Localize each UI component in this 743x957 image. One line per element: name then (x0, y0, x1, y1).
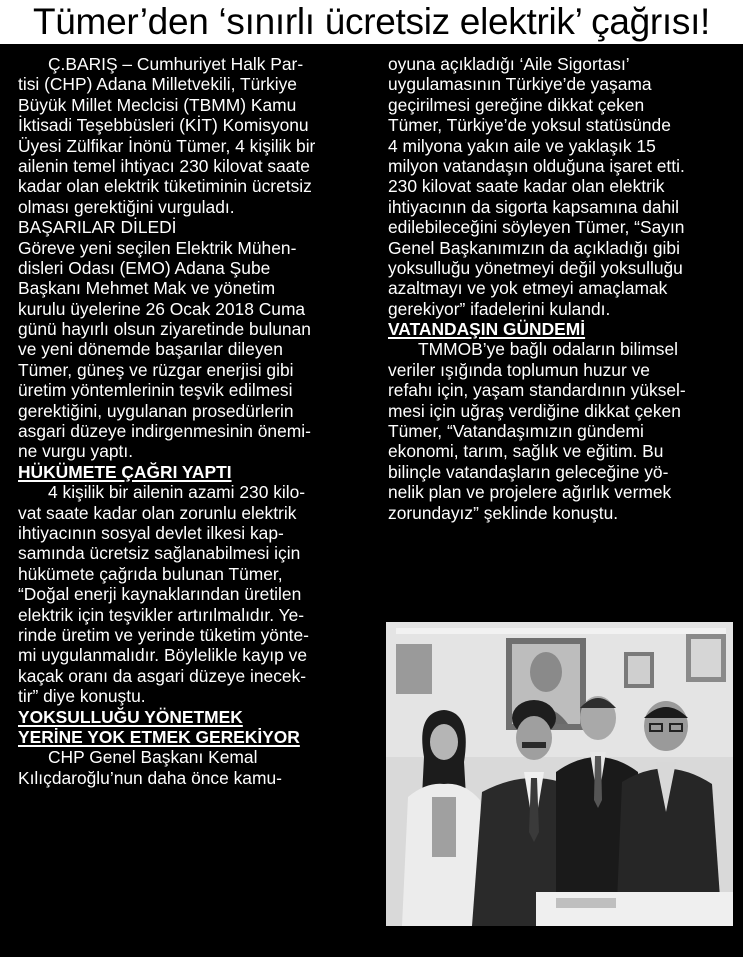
text-line: CHP Genel Başkanı Kemal (48, 747, 258, 768)
paragraph-chp-leader (18, 747, 368, 788)
text-line: disleri Odası (EMO) Adana Şube (18, 257, 271, 278)
paragraph-family-insurance (388, 54, 733, 319)
text-line: ne vurgu yaptı. (18, 441, 134, 462)
text-line: samında ücretsiz sağlanabilmesi için (18, 543, 301, 564)
text-line: zorundayız” şeklinde konuştu. (388, 502, 619, 523)
text-line: azaltmayı ve yok etmeyi amaçlamak (388, 278, 668, 299)
text-line: Kılıçdaroğlu’nun daha önce kamu- (18, 767, 282, 788)
text-line: Göreve yeni seçilen Elektrik Mühen- (18, 237, 297, 258)
text-line: İktisadi Teşebbüsleri (KİT) Komisyonu (18, 115, 309, 136)
text-line: kadar olan elektrik tüketiminin ücretsiz (18, 176, 312, 197)
subheading-hukumete-cagri: HÜKÜMETE ÇAĞRI YAPTI (18, 461, 232, 482)
paragraph-government-call (18, 482, 368, 706)
text-line: uygulamasının Türkiye’de yaşama (388, 74, 652, 95)
paragraph-emo-visit (18, 238, 368, 462)
article-column-left (18, 54, 368, 788)
text-line: Tümer, “Vatandaşımızın gündemi (388, 421, 644, 442)
text-line: elektrik için teşvikler artırılmalıdır. Ye- (18, 604, 305, 625)
subheading-yoksullugu-2: YERİNE YOK ETMEK GEREKİYOR (18, 726, 300, 747)
text-line: bilinçle vatandaşların geleceğine yö- (388, 461, 669, 482)
text-line: geçirilmesi gereğine dikkat çeken (388, 94, 645, 115)
text-line: veriler ışığında toplumun huzur ve (388, 359, 650, 380)
news-photo (386, 622, 733, 926)
text-line: asgari düzeye indirgenmesinin önemi- (18, 421, 311, 442)
text-line: kaçak oranı da asgari düzeye inecek- (18, 665, 307, 686)
text-line: Ç.BARIŞ – Cumhuriyet Halk Par- (48, 54, 304, 74)
article-column-right (388, 54, 733, 523)
text-line: mesi için uğraş verdiğine dikkat çeken (388, 400, 681, 421)
text-line: 4 milyona yakın aile ve yaklaşık 15 (388, 135, 656, 156)
text-line: günü hayırlı olsun ziyaretinde bulunan (18, 319, 311, 340)
text-line: ailenin temel ihtiyacı 230 kilovat saate (18, 155, 310, 176)
text-line: tir” diye konuştu. (18, 686, 146, 707)
text-line: üretim yöntemlerinin teşvik edilmesi (18, 380, 293, 401)
text-line: 230 kilovat saate kadar olan elektrik (388, 176, 665, 197)
text-line: Genel Başkanımızın da açıkladığı gibi (388, 237, 680, 258)
text-line: Üyesi Zülfikar İnönü Tümer, 4 kişilik bir (18, 135, 316, 156)
text-line: rinde üretim ve yerinde tüketim yönte- (18, 624, 309, 645)
subheading-vatandasin-gundemi: VATANDAŞIN GÜNDEMİ (388, 319, 586, 340)
text-line: kurulu üyelerine 26 Ocak 2018 Cuma (18, 298, 306, 319)
text-line: ve yeni dönemde başarılar dileyen (18, 339, 283, 360)
subheading-yoksullugu-1: YOKSULLUĞU YÖNETMEK (18, 706, 243, 727)
group-photo-illustration (386, 622, 733, 926)
text-line: TMMOB’ye bağlı odaların bilimsel (418, 339, 678, 360)
text-line: ihtiyacının da sigorta kapsamına dahil (388, 196, 679, 217)
text-line: yoksulluğu yönetmeyi değil yoksulluğu (388, 257, 683, 278)
subheading-basarilar-diledi: BAŞARILAR DİLEDİ (18, 217, 177, 238)
text-line: olması gerektiğini vurguladı. (18, 196, 235, 217)
text-line: gerekiyor” ifadelerini kulandı. (388, 298, 611, 319)
paragraph-tmmob (388, 339, 733, 523)
text-line: edilebileceğini söyleyen Tümer, “Sayın (388, 217, 685, 238)
text-line: Büyük Millet Meclcisi (TBMM) Kamu (18, 94, 297, 115)
text-line: vat saate kadar olan zorunlu elektrik (18, 502, 297, 523)
text-line: nelik plan ve projelere ağırlık vermek (388, 482, 672, 503)
text-line: ekonomi, tarım, sağlık ve eğitim. Bu (388, 441, 664, 462)
text-line: “Doğal enerji kaynaklarından üretilen (18, 584, 302, 605)
text-line: tisi (CHP) Adana Milletvekili, Türkiye (18, 74, 297, 95)
text-line: gerektiğini, uygulanan prosedürlerin (18, 400, 294, 421)
text-line: milyon vatandaşın olduğuna işaret etti. (388, 155, 685, 176)
text-line: oyuna açıkladığı ‘Aile Sigortası’ (388, 54, 630, 74)
text-line: refahı için, yaşam standardının yüksel- (388, 380, 686, 401)
paragraph-intro (18, 54, 368, 217)
text-line: Başkanı Mehmet Mak ve yönetim (18, 278, 276, 299)
headline: Tümer’den ‘sınırlı ücretsiz elektrik’ çağrısı! (0, 0, 743, 44)
text-line: Tümer, Türkiye’de yoksul statüsünde (388, 115, 671, 136)
text-line: ihtiyacının sosyal devlet ilkesi kap- (18, 522, 284, 543)
text-line: 4 kişilik bir ailenin azami 230 kilo- (48, 482, 306, 503)
text-line: mi uygulanmalıdır. Böylelikle kayıp ve (18, 645, 308, 666)
text-line: Tümer, güneş ve rüzgar enerjisi gibi (18, 359, 294, 380)
text-line: hükümete çağrıda bulunan Tümer, (18, 563, 283, 584)
